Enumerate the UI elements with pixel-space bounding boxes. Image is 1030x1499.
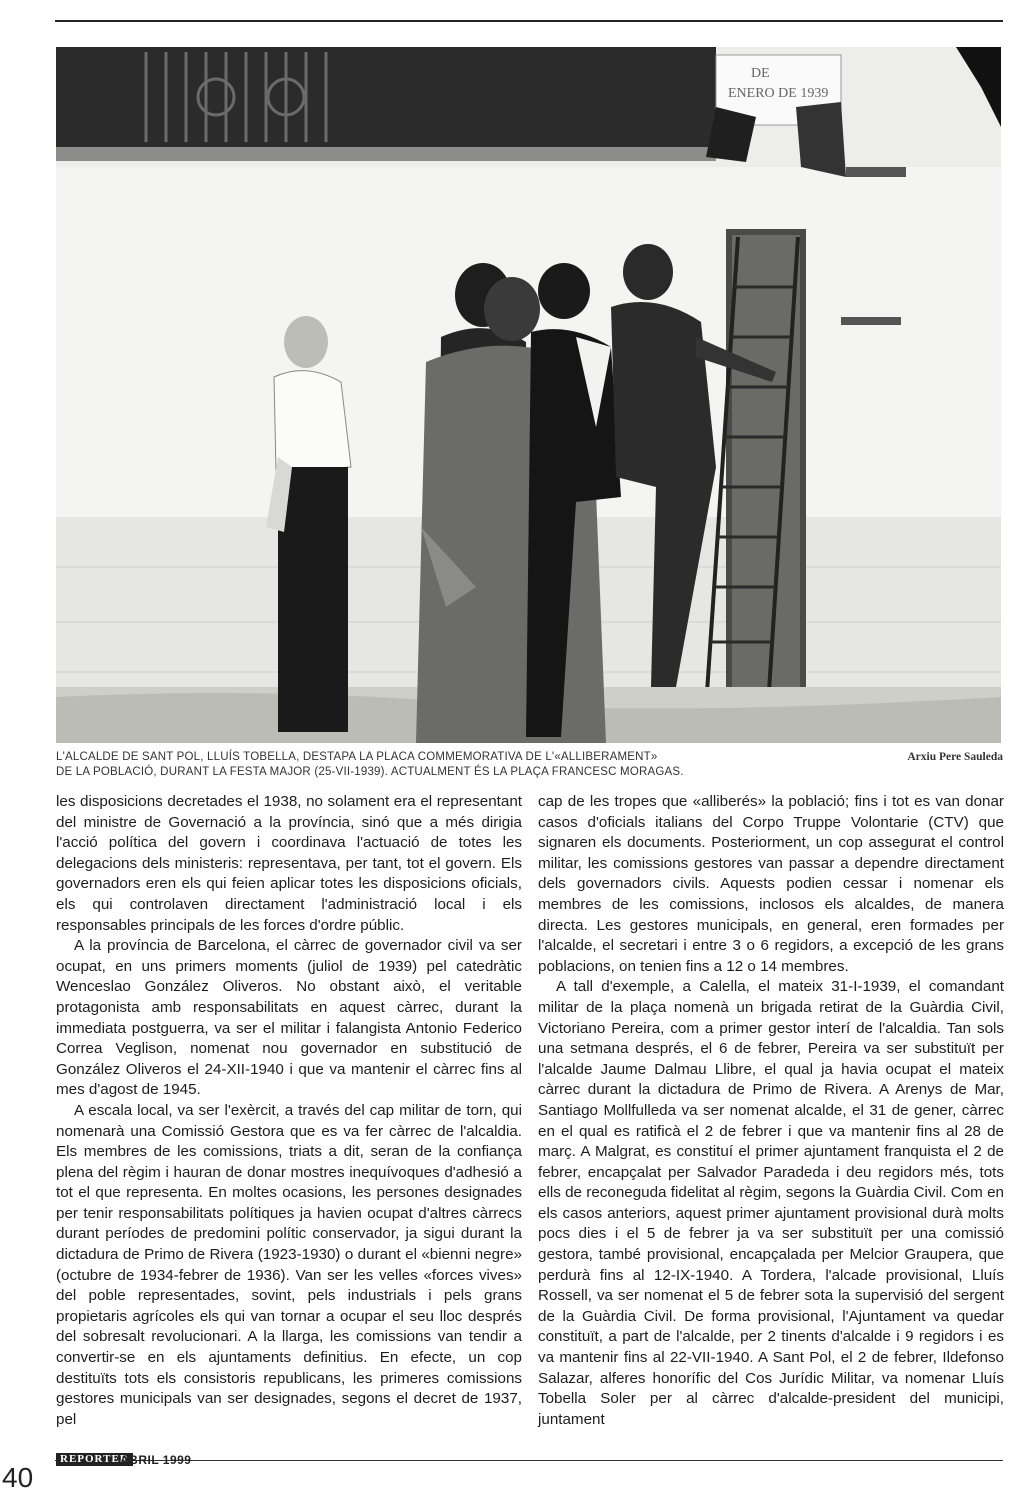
paragraph: A tall d'exemple, a Calella, el mateix 31-I-1939, el comandant militar de la plaça nomenà un brigada retirat de la Guàrdia Civil, Victoriano Pereira, com a primer gestor interí de l'alcaldia. Tan sols una setmana després, el 6 de febrer, Pereira va ser substituït per l'alcalde Jaume Dalmau Llibre, el qual ja havia ocupat el mateix càrrec durant la dictadura de Primo de Rivera. A Arenys de Mar, Santiago Mollfulleda va ser nomenat alcalde, el 31 de gener, càrrec en el qual es ratificà el 2 de febrer i que va mantenir fins al 28 de març. A Malgrat, es constituí el primer ajuntament franquista el 2 de febrer, encapçalat per Salvador Paradeda i deu regidors més, tots ells de reconeguda fidelitat al règim, segons la Guàrdia Civil. Com en els casos anteriors, aquest primer ajuntament provisional durà molts pocs dies i el 5 de febrer ja va ser substituït per una comissió gestora, també provisional, encapçalada per Melcior Graupera, que perdurà fins al 12-IX-1940. A Tordera, l'alcade provisional, Lluís Rossell, va ser nomenat el 5 de febrer sota la supervisió del sergent de la Guàrdia Civil. De forma provisional, l'Ajuntament va quedar constituït, a part de l'alcalde, per 2 tinents d'alcalde i 9 regidors i es va mantenir fins al 22-VII-1940. A Sant Pol, el 2 de febrer, Ildefonso Salazar, alferes honorífic del Cos Jurídic Militar, va nomenar Lluís Tobella Soler per al càrrec d'alcalde-president del municipi, juntament	[538, 978, 1004, 1428]
article-photo	[56, 47, 1001, 743]
footer-rule	[55, 1460, 1003, 1461]
issue-date: ABRIL 1999	[120, 1453, 192, 1467]
photo-caption	[56, 750, 856, 780]
top-rule	[55, 20, 1003, 22]
page-number: 40	[2, 1462, 34, 1493]
caption-line-1: L'ALCALDE DE SANT POL, LLUÍS TOBELLA, DESTAPA LA PLACA COMMEMORATIVA DE L'«ALLIBERAMENT»	[56, 751, 658, 763]
plaque-line-1: DE	[751, 66, 770, 81]
photo-illustration	[56, 47, 1001, 743]
article-column-left	[56, 792, 522, 1430]
magazine-logo: REPORTER	[56, 1453, 133, 1466]
article-column-right	[538, 792, 1004, 1430]
photo-credit: Arxiu Pere Sauleda	[907, 751, 1003, 763]
caption-line-2: DE LA POBLACIÓ, DURANT LA FESTA MAJOR (25-VII-1939). ACTUALMENT ÉS LA PLAÇA FRANCESC MORAGAS.	[56, 766, 684, 778]
paragraph: A escala local, va ser l'exèrcit, a través del cap militar de torn, qui nomenarà una Comissió Gestora que es va fer càrrec de l'alcaldia. Els membres de les comissions, triats a dit, seran de la confiança plena del règim i hauran de donar mostres inequívoques d'adhesió a tot el que representa. En moltes ocasions, les persones designades per tenir responsabilitats polítiques ja havien ocupat d'altres càrrecs durant períodes de predomini polític conservador, ja sigui durant la dictadura de Primo de Rivera (1923-1930) o durant el «bienni negre» (octubre de 1934-febrer de 1936). Van ser les velles «forces vives» del poble representades, sovint, pels industrials i pels grans propietaris agrícoles els qui van tornar a ocupar el seu lloc després del sobresalt revolucionari. A la llarga, les comissions van tendir a convertir-se en els ajuntaments definitius. En efecte, un cop destituïts tots els consistoris republicans, les primeres comissions gestores municipals van ser designades, segons el decret de 1937, pel	[56, 1101, 522, 1428]
plaque-line-2: ENERO DE 1939	[728, 86, 829, 101]
paragraph: cap de les tropes que «alliberés» la població; fins i tot es van donar casos d'oficials italians del Corpo Truppe Volontarie (CTV) que signaren els documents. Posteriorment, un cop assegurat el control militar, les comissions gestores van passar a dependre directament dels governadors civils. Aquests podien cessar i nomenar els membres de les comissions, inclosos els alcaldes, de manera directa. Les gestores municipals, en general, eren formades per l'alcalde, el secretari i entre 3 o 6 regidors, a excepció de les grans poblacions, on tenien fins a 12 o 14 membres.	[538, 793, 1004, 975]
paragraph: A la província de Barcelona, el càrrec de governador civil va ser ocupat, en uns primers moments (juliol de 1939) pel catedràtic Wenceslao González Oliveros. No obstant això, el veritable protagonista amb responsabilitats en aquest càrrec, durant la immediata postguerra, va ser el militar i falangista Antonio Federico Correa Veglison, nomenat nou governador en substitució de González Oliveros el 24-XII-1940 i que va mantenir el càrrec fins al mes d'agost de 1945.	[56, 937, 522, 1099]
paragraph: les disposicions decretades el 1938, no solament era el representant del ministre de Governació a la província, sinó que a més dirigia l'acció política del govern i coordinava l'actuació de totes les delegacions dels ministeris: representava, per tant, tot el govern. Els governadors eren els qui feien aplicar totes les disposicions oficials, els qui controlaven directament l'administració local i els responsables principals de les forces d'ordre públic.	[56, 793, 522, 934]
